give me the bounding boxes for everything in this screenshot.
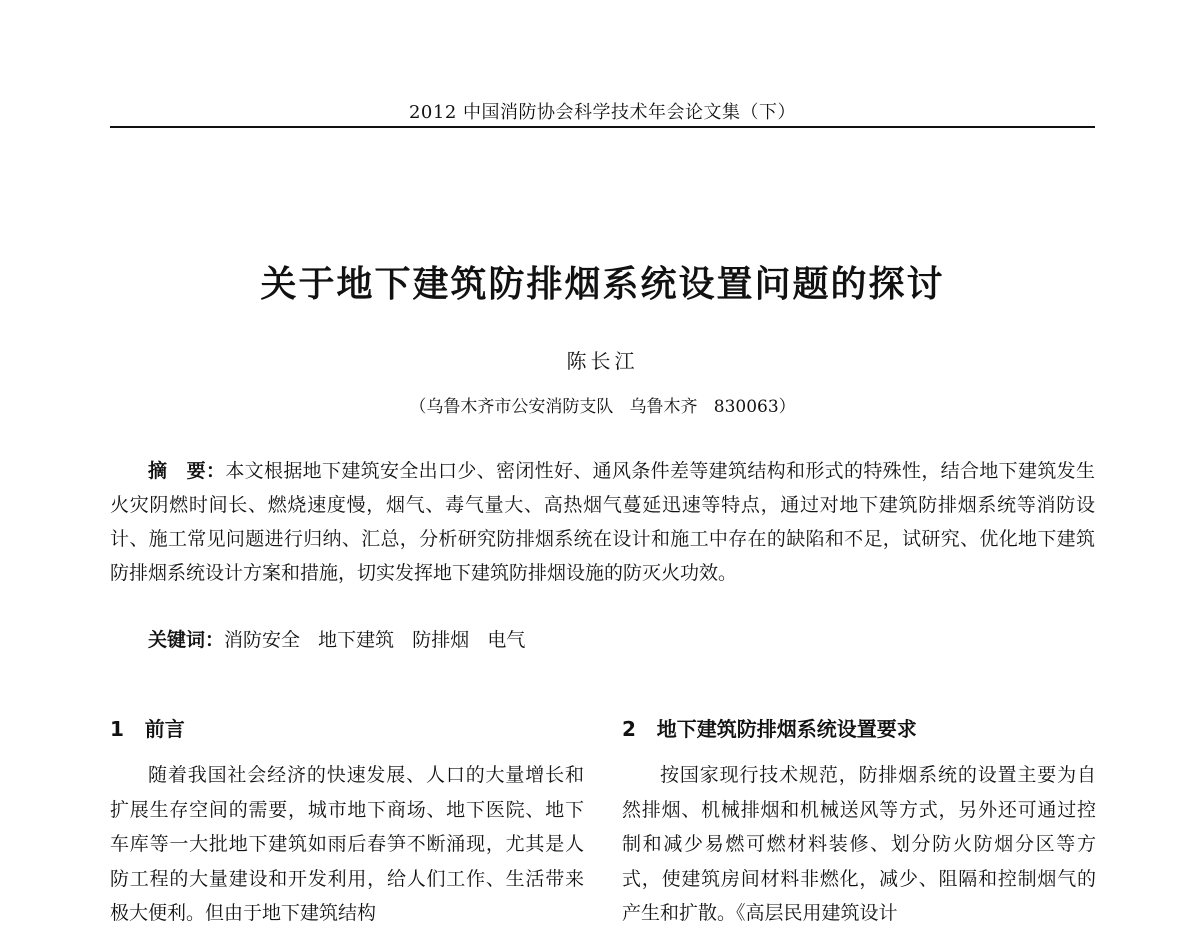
keywords-text: 消防安全 地下建筑 防排烟 电气 [224,629,526,651]
running-header: 2012 中国消防协会科学技术年会论文集（下） [408,102,797,123]
section-2-heading: 2 地下建筑防排烟系统设置要求 [622,717,917,741]
abstract-label: 摘 要： [148,460,226,482]
keywords [110,623,1095,657]
header-rule [110,126,1095,128]
keywords-label: 关键词： [148,629,225,651]
section-2-body: 按国家现行技术规范，防排烟系统的设置主要为自然排烟、机械排烟和机械送风等方式，另外还可通过控制和减少易燃可燃材料装修、划分防火防烟分区等方式，使建筑房间材料非燃化，减少、阻隔和控制烟气的产生和扩散。《高层民用建筑设计 [622,764,1096,924]
author-affiliation: （乌鲁木齐市公安消防支队 乌鲁木齐 830063） [409,397,796,417]
abstract-text: 本文根据地下建筑安全出口少、密闭性好、通风条件差等建筑结构和形式的特殊性，结合地下建筑发生火灾阴燃时间长、燃烧速度慢，烟气、毒气量大、高热烟气蔓延迅速等特点，通过对地下建筑防排烟系统等消防设计、施工常见问题进行归纳、汇总，分析研究防排烟系统在设计和施工中存在的缺陷和不足，试研究、优化地下建筑防排烟系统设计方案和措施，切实发挥地下建筑防排烟设施的防灭火功效。 [110,460,1095,584]
section-1-body: 随着我国社会经济的快速发展、人口的大量增长和扩展生存空间的需要，城市地下商场、地下医院、地下车库等一大批地下建筑如雨后春笋不断涌现，尤其是人防工程的大量建设和开发利用，给人们工作、生活带来极大便利。但由于地下建筑结构 [110,764,584,924]
section-1-heading: 1 前言 [110,717,185,741]
author-name: 陈长江 [566,349,639,373]
abstract [110,454,1095,590]
paper-title: 关于地下建筑防排烟系统设置问题的探讨 [260,264,945,305]
